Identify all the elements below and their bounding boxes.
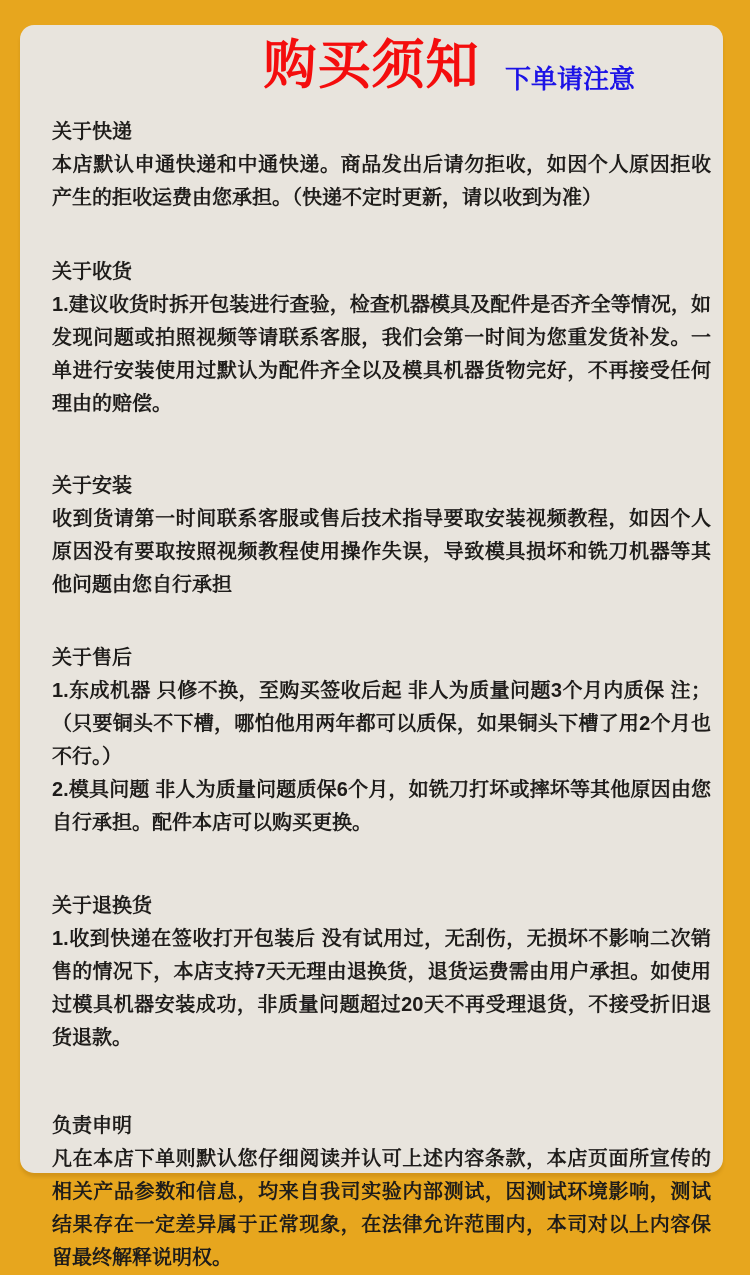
section-heading: 关于收货 (52, 261, 132, 283)
section-heading: 关于退换货 (52, 895, 152, 917)
section-receiving (52, 256, 711, 421)
section-paragraph: 凡在本店下单则默认您仔细阅读并认可上述内容条款，本店页面所宣传的相关产品参数和信息，均来自我司实验内部测试，因测试环境影响，测试结果存在一定差异属于正常现象，在法律允许范围内，本司对以上内容保留最终解释说明权。 (52, 1148, 711, 1269)
page-title: 购买须知 (263, 36, 480, 95)
page-subtitle: 下单请注意 (505, 64, 636, 94)
section-paragraph: 1.收到快递在签收打开包装后 没有试用过，无刮伤，无损坏不影响二次销售的情况下，本店支持7天无理由退换货，退货运费需由用户承担。如使用过模具机器安装成功，非质量问题超过20天不再受理退货，不接受折旧退货退款。 (52, 928, 711, 1049)
section-installation (52, 470, 711, 602)
section-express (52, 116, 711, 215)
section-heading: 关于快递 (52, 121, 132, 143)
section-paragraph: 1.建议收货时拆开包装进行查验，检查机器模具及配件是否齐全等情况，如发现问题或拍照视频等请联系客服，我们会第一时间为您重发货补发。一单进行安装使用过默认为配件齐全以及模具机器货物完好，不再接受任何理由的赔偿。 (52, 294, 711, 415)
notice-content (20, 111, 723, 1275)
notice-header (20, 25, 723, 111)
section-heading: 关于安装 (52, 475, 132, 497)
section-paragraph: 2.模具问题 非人为质量问题质保6个月，如铣刀打坏或摔坏等其他原因由您自行承担。配件本店可以购买更换。 (52, 779, 711, 834)
section-paragraph: 本店默认申通快递和中通快递。商品发出后请勿拒收，如因个人原因拒收产生的拒收运费由您承担。（快递不定时更新，请以收到为准） (52, 154, 711, 209)
section-paragraph: 收到货请第一时间联系客服或售后技术指导要取安装视频教程，如因个人原因没有要取按照视频教程使用操作失误，导致模具损坏和铣刀机器等其他问题由您自行承担 (52, 508, 711, 596)
section-returns (52, 890, 711, 1055)
section-disclaimer (52, 1110, 711, 1275)
section-heading: 负责申明 (52, 1115, 132, 1137)
section-heading: 关于售后 (52, 647, 132, 669)
section-paragraph: 1.东成机器 只修不换，至购买签收后起 非人为质量问题3个月内质保 注；（只要铜头不下槽，哪怕他用两年都可以质保，如果铜头下槽了用2个月也不行。） (52, 680, 711, 768)
notice-card (20, 25, 723, 1269)
section-aftersale (52, 642, 711, 840)
